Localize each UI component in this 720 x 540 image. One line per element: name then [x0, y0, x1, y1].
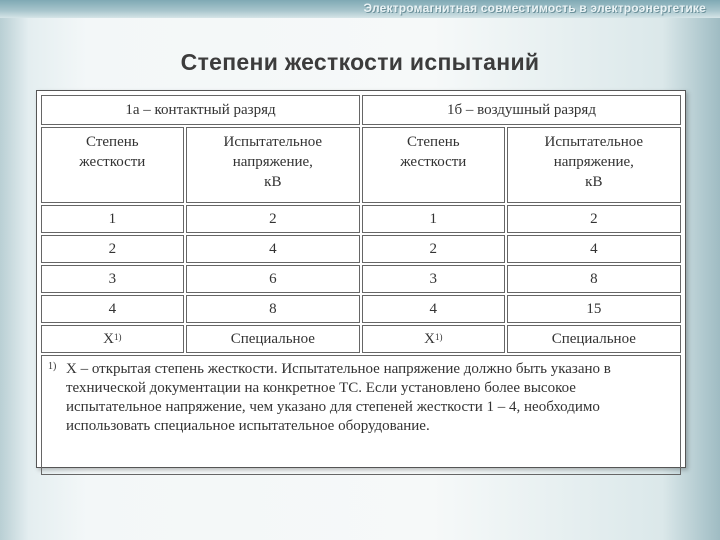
table-cell: [362, 325, 505, 353]
table-cell: 1: [362, 205, 505, 233]
table-cell: 3: [41, 265, 184, 293]
table-cell: 3: [362, 265, 505, 293]
column-header: [186, 127, 360, 203]
table-group-header-row: [41, 95, 681, 125]
hardness-table-container: [36, 90, 686, 468]
group-header-air: 1б – воздушный разряд: [362, 95, 681, 125]
table-cell: 2: [41, 235, 184, 263]
group-header-contact: 1а – контактный разряд: [41, 95, 360, 125]
table-cell: 2: [186, 205, 360, 233]
column-header-line: кВ: [585, 174, 603, 190]
table-cell: 4: [41, 295, 184, 323]
header-banner: [0, 0, 720, 18]
column-header: [362, 127, 505, 203]
table-cell: [41, 325, 184, 353]
column-header: [41, 127, 184, 203]
table-cell: 6: [186, 265, 360, 293]
table-row: [41, 205, 681, 233]
table-cell: Специальное: [507, 325, 681, 353]
column-header-line: жесткости: [79, 154, 146, 170]
table-cell: 8: [186, 295, 360, 323]
table-cell: 4: [507, 235, 681, 263]
footnote: [48, 360, 674, 436]
table-cell: 15: [507, 295, 681, 323]
table-cell-text: Х: [103, 330, 114, 347]
footnote-row: [41, 355, 681, 475]
table-row: [41, 325, 681, 353]
column-header-line: Степень: [86, 134, 139, 150]
column-header-line: напряжение,: [232, 154, 313, 170]
table-cell: 4: [186, 235, 360, 263]
table-cell-text: Х: [424, 330, 435, 347]
table-row: [41, 235, 681, 263]
footnote-mark: 1): [48, 361, 57, 372]
table-cell: 1: [41, 205, 184, 233]
table-cell: 2: [507, 205, 681, 233]
table-cell: Специальное: [186, 325, 360, 353]
table-cell: 2: [362, 235, 505, 263]
column-header-line: жесткости: [400, 154, 467, 170]
footnote-cell: [41, 355, 681, 475]
column-header-line: напряжение,: [553, 154, 634, 170]
column-header-line: Испытательное: [544, 134, 644, 150]
table-row: [41, 295, 681, 323]
column-header-line: кВ: [264, 174, 282, 190]
slide-title: Степени жесткости испытаний: [180, 49, 540, 75]
footnote-ref: 1): [434, 331, 443, 342]
footnote-ref: 1): [113, 331, 122, 342]
header-banner-text: Электромагнитная совместимость в электроэнергетике: [363, 1, 706, 15]
hardness-table: [39, 93, 683, 477]
footnote-text: Х – открытая степень жесткости. Испытательное напряжение должно быть указано в технической документации на конкретное ТС. Если установлено более высокое испытательное напряжение, чем указано для степеней жесткости 1 – 4, необходимо использовать специальное испытательное оборудование.: [66, 361, 611, 434]
column-header: [507, 127, 681, 203]
column-header-line: Степень: [407, 134, 460, 150]
table-cell: 4: [362, 295, 505, 323]
column-header-line: Испытательное: [223, 134, 323, 150]
table-cell: 8: [507, 265, 681, 293]
table-row: [41, 265, 681, 293]
table-column-header-row: [41, 127, 681, 203]
